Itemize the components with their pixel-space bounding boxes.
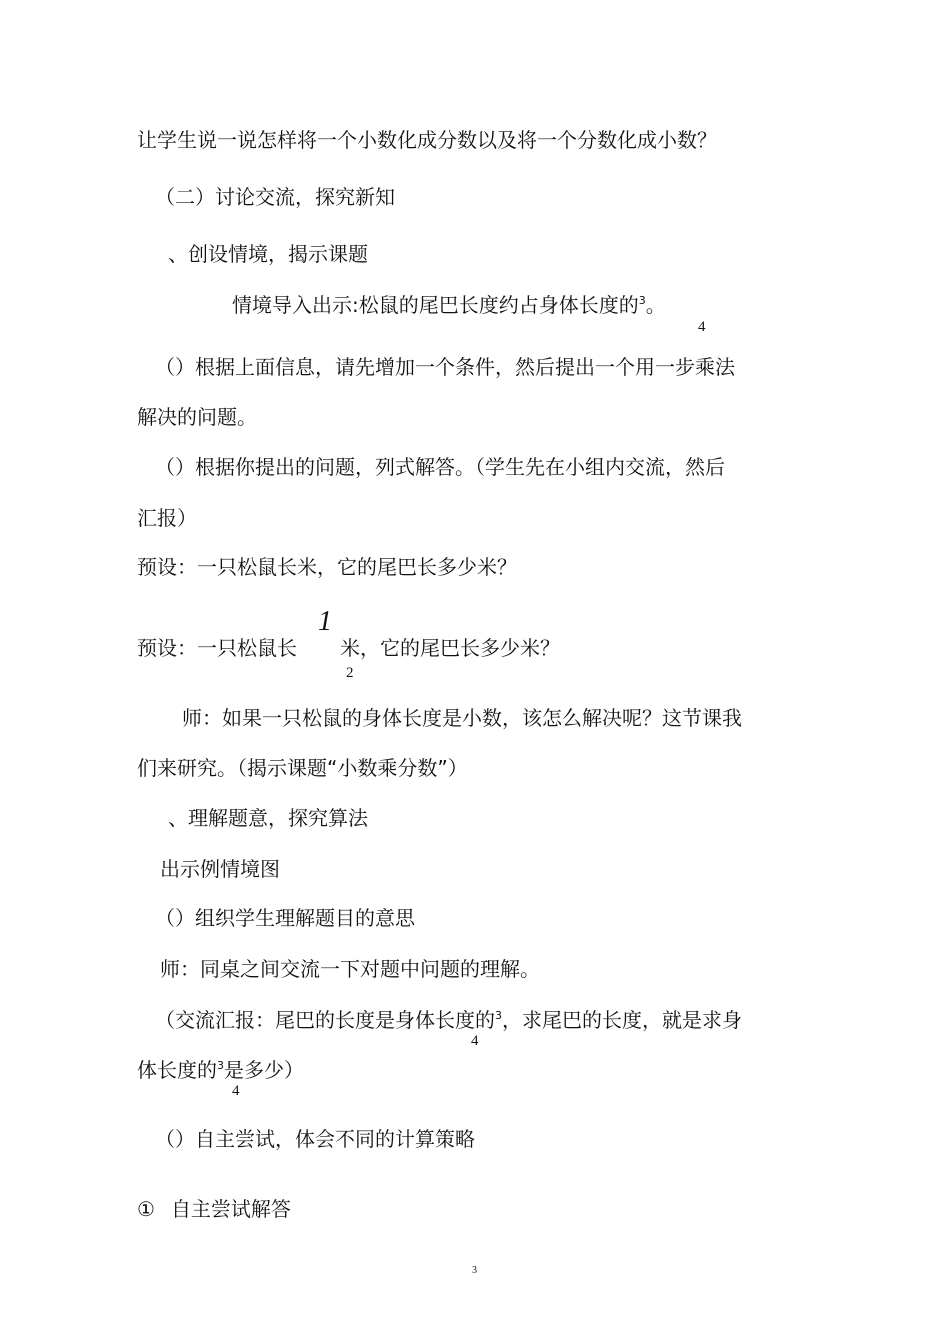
- paragraph-line: 们来研究。（揭示课题“小数乘分数”）: [137, 756, 468, 780]
- subsection-heading: 、理解题意，探究算法: [168, 806, 368, 830]
- paragraph-line: [232, 291, 666, 323]
- paragraph-line: 解决的问题。: [137, 405, 257, 429]
- paragraph-line: 出示例情境图: [160, 857, 280, 881]
- line-text: 体长度的: [137, 1058, 217, 1082]
- fraction-denominator: 4: [698, 319, 706, 335]
- paragraph-line: 汇报）: [137, 506, 197, 530]
- paragraph-line: [137, 1056, 304, 1088]
- fraction-denominator: 4: [232, 1083, 240, 1099]
- line-text: （交流汇报：尾巴的长度是身体长度的: [155, 1008, 495, 1032]
- list-item: [137, 1195, 291, 1223]
- section-heading: （二）讨论交流，探究新知: [155, 185, 395, 209]
- line-text: 。: [645, 293, 666, 317]
- list-item-text: 自主尝试解答: [170, 1197, 291, 1221]
- paragraph-line: 预设：一只松鼠长米，它的尾巴长多少米？: [137, 555, 517, 579]
- fraction-numerator: 3: [217, 1059, 224, 1072]
- paragraph-line: 师：同桌之间交流一下对题中问题的理解。: [160, 957, 540, 981]
- paragraph-line: 让学生说一说怎样将一个小数化成分数以及将一个分数化成小数？: [137, 128, 717, 152]
- paragraph-line: 米，它的尾巴长多少米？: [340, 636, 560, 660]
- subsection-heading: 、创设情境，揭示课题: [168, 242, 368, 266]
- paragraph-line: （）根据上面信息，请先增加一个条件，然后提出一个用一步乘法: [155, 355, 735, 379]
- paragraph-line: （）根据你提出的问题，列式解答。（学生先在小组内交流，然后: [155, 455, 725, 479]
- paragraph-line: （）自主尝试，体会不同的计算策略: [155, 1127, 475, 1151]
- fraction-numerator: 1: [318, 606, 332, 637]
- paragraph-line: [155, 1006, 742, 1038]
- fraction-numerator: 3: [495, 1009, 502, 1022]
- fraction-denominator: 2: [346, 665, 354, 681]
- paragraph-line: 预设：一只松鼠长: [137, 636, 297, 660]
- line-text: 是多少）: [224, 1058, 304, 1082]
- fraction-denominator: 4: [471, 1033, 479, 1049]
- paragraph-line: （）组织学生理解题目的意思: [155, 906, 415, 930]
- paragraph-line: 师：如果一只松鼠的身体长度是小数，该怎么解决呢？这节课我: [182, 706, 742, 730]
- list-marker: ①: [137, 1197, 155, 1221]
- page-number: 3: [472, 1265, 477, 1276]
- line-text: ，求尾巴的长度，就是求身: [502, 1008, 742, 1032]
- fraction-numerator: 3: [638, 294, 646, 307]
- line-text: 情境导入出示:松鼠的尾巴长度约占身体长度的: [232, 293, 639, 317]
